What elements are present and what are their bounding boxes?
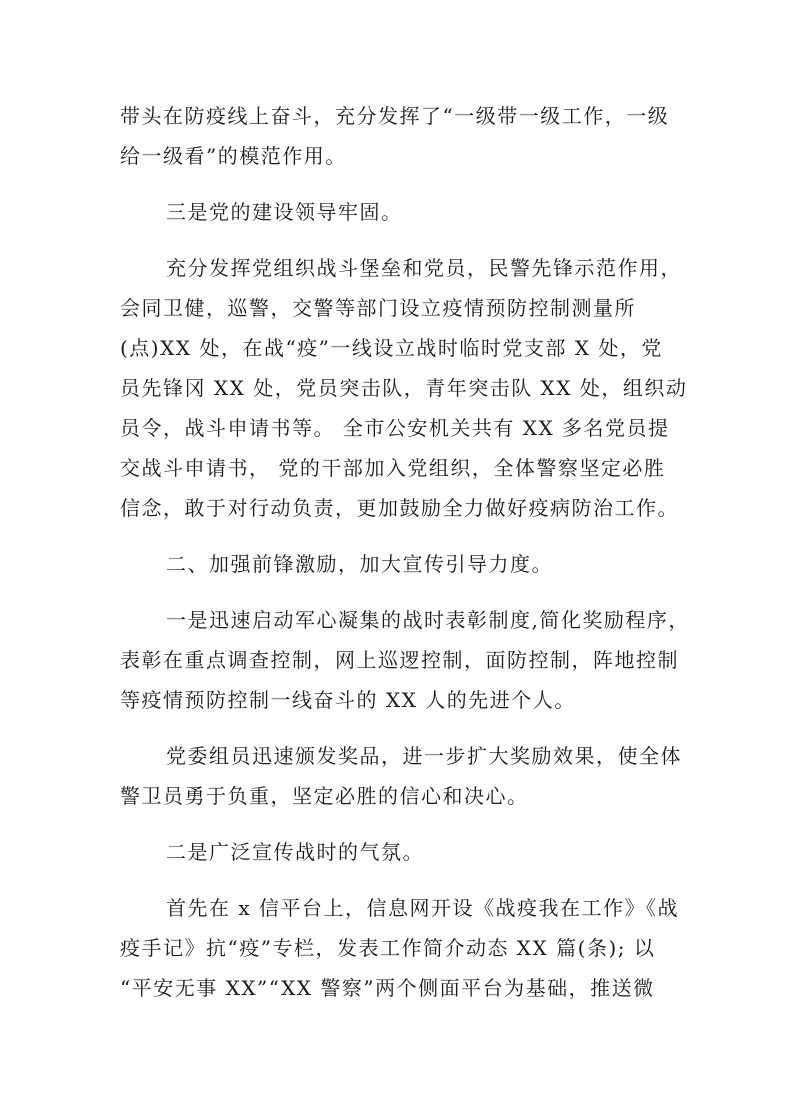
text-line: 带头在防疫线上奋斗，充分发挥了“一级带一级工作，一级 xyxy=(120,104,670,128)
text-line: 警卫员勇于负重，坚定必胜的信心和决心。 xyxy=(120,784,529,808)
text-line: “平安无事 XX”“XX 警察”两个侧面平台为基础，推送微 xyxy=(120,976,655,1000)
paragraph-2-heading xyxy=(120,192,680,232)
text-line: 首先在 x 信平台上，信息网开设《战疫我在工作》《战 xyxy=(166,896,679,920)
paragraph-7-heading xyxy=(120,832,680,872)
text-line: 一是迅速启动军心凝集的战时表彰制度,简化奖励程序， xyxy=(166,608,690,632)
text-line: 充分发挥党组织战斗堡垒和党员，民警先锋示范作用， xyxy=(166,256,682,280)
text-line: 疫手记》抗“疫”专栏，发表工作简介动态 XX 篇(条); 以 xyxy=(120,936,656,960)
paragraph-5 xyxy=(120,600,690,720)
text-line: 员先锋冈 XX 处，党员突击队，青年突击队 XX 处，组织动 xyxy=(120,376,688,400)
paragraph-6 xyxy=(120,736,680,816)
text-line: 交战斗申请书， 党的干部加入党组织，全体警察坚定必胜 xyxy=(120,456,666,480)
text-line: 会同卫健，巡警，交警等部门设立疫情预防控制测量所 xyxy=(120,296,636,320)
text-line: 二、加强前锋激励，加大宣传引导力度。 xyxy=(166,552,553,576)
text-line: 给一级看”的模范作用。 xyxy=(120,144,347,168)
text-line: 二是广泛宣传战时的气氛。 xyxy=(166,840,424,864)
text-line: 员令，战斗申请书等。 全市公安机关共有 XX 多名党员提 xyxy=(120,416,670,440)
document-page xyxy=(120,96,690,1008)
paragraph-4-heading xyxy=(120,544,680,584)
paragraph-1 xyxy=(120,96,680,176)
text-line: 三是党的建设领导牢固。 xyxy=(166,200,403,224)
text-line: 等疫情预防控制一线奋斗的 XX 人的先进个人。 xyxy=(120,688,576,712)
text-line: 信念，敢于对行动负责，更加鼓励全力做好疫病防治工作。 xyxy=(120,496,679,520)
text-line: 党委组员迅速颁发奖品，进一步扩大奖励效果，使全体 xyxy=(166,744,682,768)
text-line: 表彰在重点调查控制，网上巡逻控制，面防控制，阵地控制 xyxy=(120,648,679,672)
paragraph-8 xyxy=(120,888,680,1008)
text-line: (点)XX 处，在战“疫”一线设立战时临时党支部 X 处，党 xyxy=(120,336,663,360)
paragraph-3 xyxy=(120,248,688,528)
